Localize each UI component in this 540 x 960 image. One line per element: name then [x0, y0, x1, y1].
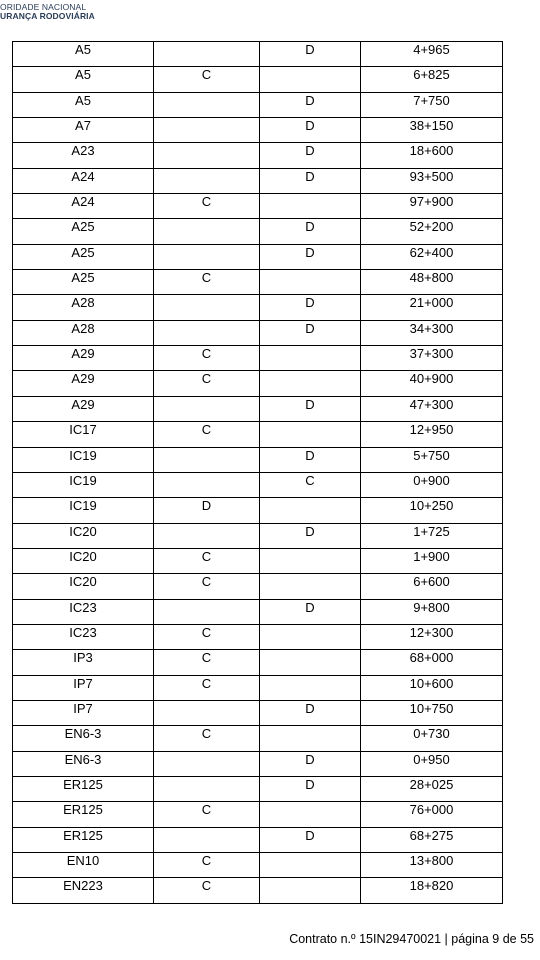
table-body	[13, 42, 503, 904]
km-cell: 68+000	[361, 650, 503, 675]
km-cell: 7+750	[361, 92, 503, 117]
km-cell: 1+900	[361, 548, 503, 573]
km-cell: 12+950	[361, 422, 503, 447]
side-c-cell: C	[154, 371, 260, 396]
side-c-cell: C	[154, 624, 260, 649]
road-cell: A29	[13, 396, 154, 421]
side-d-cell: D	[260, 776, 361, 801]
road-cell: A23	[13, 143, 154, 168]
side-d-cell	[260, 548, 361, 573]
km-cell: 10+750	[361, 700, 503, 725]
side-c-cell	[154, 92, 260, 117]
org-header	[0, 3, 95, 21]
road-cell: A25	[13, 270, 154, 295]
table-row	[13, 624, 503, 649]
road-cell: A25	[13, 219, 154, 244]
km-cell: 4+965	[361, 42, 503, 67]
road-cell: A5	[13, 42, 154, 67]
side-d-cell: D	[260, 599, 361, 624]
table-row	[13, 346, 503, 371]
road-cell: A28	[13, 320, 154, 345]
side-c-cell: C	[154, 675, 260, 700]
table-row	[13, 802, 503, 827]
side-c-cell	[154, 447, 260, 472]
table-row	[13, 853, 503, 878]
side-d-cell	[260, 675, 361, 700]
road-cell: A24	[13, 194, 154, 219]
table-row	[13, 650, 503, 675]
km-cell: 37+300	[361, 346, 503, 371]
road-cell: ER125	[13, 827, 154, 852]
km-cell: 6+600	[361, 574, 503, 599]
side-d-cell: D	[260, 219, 361, 244]
side-c-cell	[154, 295, 260, 320]
km-cell: 40+900	[361, 371, 503, 396]
table-row	[13, 472, 503, 497]
km-cell: 68+275	[361, 827, 503, 852]
table-row	[13, 168, 503, 193]
side-c-cell	[154, 219, 260, 244]
km-cell: 47+300	[361, 396, 503, 421]
side-d-cell	[260, 878, 361, 903]
road-cell: EN223	[13, 878, 154, 903]
side-c-cell	[154, 523, 260, 548]
side-d-cell	[260, 650, 361, 675]
road-cell: IP7	[13, 700, 154, 725]
side-d-cell: D	[260, 700, 361, 725]
road-cell: IC23	[13, 599, 154, 624]
table-row	[13, 295, 503, 320]
road-cell: IC23	[13, 624, 154, 649]
road-cell: IC20	[13, 523, 154, 548]
side-c-cell: C	[154, 422, 260, 447]
side-c-cell: C	[154, 878, 260, 903]
table-row	[13, 67, 503, 92]
side-d-cell: D	[260, 320, 361, 345]
table-row	[13, 270, 503, 295]
km-cell: 6+825	[361, 67, 503, 92]
km-cell: 13+800	[361, 853, 503, 878]
road-cell: EN6-3	[13, 751, 154, 776]
side-d-cell	[260, 270, 361, 295]
table-row	[13, 219, 503, 244]
side-d-cell: D	[260, 523, 361, 548]
table-row	[13, 827, 503, 852]
table-row	[13, 42, 503, 67]
table-row	[13, 776, 503, 801]
side-c-cell	[154, 168, 260, 193]
km-cell: 28+025	[361, 776, 503, 801]
side-d-cell: D	[260, 751, 361, 776]
table-row	[13, 498, 503, 523]
road-cell: A5	[13, 92, 154, 117]
km-cell: 21+000	[361, 295, 503, 320]
table-row	[13, 574, 503, 599]
km-cell: 0+730	[361, 726, 503, 751]
road-cell: IP3	[13, 650, 154, 675]
km-cell: 18+600	[361, 143, 503, 168]
side-c-cell	[154, 118, 260, 143]
side-d-cell: D	[260, 396, 361, 421]
side-c-cell: C	[154, 802, 260, 827]
km-cell: 18+820	[361, 878, 503, 903]
side-d-cell	[260, 422, 361, 447]
side-d-cell: C	[260, 472, 361, 497]
road-cell: A29	[13, 371, 154, 396]
road-cell: IC20	[13, 548, 154, 573]
table-row	[13, 422, 503, 447]
km-cell: 5+750	[361, 447, 503, 472]
km-cell: 48+800	[361, 270, 503, 295]
road-cell: ER125	[13, 802, 154, 827]
km-cell: 12+300	[361, 624, 503, 649]
side-d-cell: D	[260, 92, 361, 117]
road-cell: IC20	[13, 574, 154, 599]
table-row	[13, 92, 503, 117]
side-c-cell: D	[154, 498, 260, 523]
side-d-cell: D	[260, 143, 361, 168]
side-d-cell	[260, 346, 361, 371]
side-d-cell	[260, 67, 361, 92]
table-row	[13, 878, 503, 903]
km-cell: 9+800	[361, 599, 503, 624]
side-c-cell: C	[154, 270, 260, 295]
table-row	[13, 118, 503, 143]
side-c-cell: C	[154, 67, 260, 92]
side-c-cell	[154, 396, 260, 421]
side-d-cell: D	[260, 42, 361, 67]
table-row	[13, 523, 503, 548]
side-d-cell	[260, 802, 361, 827]
side-d-cell	[260, 498, 361, 523]
side-c-cell: C	[154, 346, 260, 371]
km-cell: 0+900	[361, 472, 503, 497]
road-cell: IC19	[13, 498, 154, 523]
side-c-cell	[154, 320, 260, 345]
km-cell: 34+300	[361, 320, 503, 345]
table-row	[13, 143, 503, 168]
road-cell: ER125	[13, 776, 154, 801]
side-c-cell: C	[154, 194, 260, 219]
km-cell: 62+400	[361, 244, 503, 269]
road-cell: IC19	[13, 472, 154, 497]
side-d-cell: D	[260, 827, 361, 852]
road-cell: A5	[13, 67, 154, 92]
side-c-cell: C	[154, 548, 260, 573]
side-d-cell	[260, 194, 361, 219]
table-row	[13, 726, 503, 751]
side-d-cell: D	[260, 118, 361, 143]
table-row	[13, 447, 503, 472]
road-cell: A25	[13, 244, 154, 269]
side-d-cell	[260, 574, 361, 599]
org-name-line2: URANÇA RODOVIÁRIA	[0, 11, 95, 21]
side-c-cell	[154, 776, 260, 801]
table-row	[13, 700, 503, 725]
road-cell: A29	[13, 346, 154, 371]
side-c-cell: C	[154, 650, 260, 675]
side-c-cell	[154, 472, 260, 497]
side-c-cell	[154, 700, 260, 725]
side-c-cell	[154, 42, 260, 67]
table-row	[13, 371, 503, 396]
table-row	[13, 548, 503, 573]
km-cell: 38+150	[361, 118, 503, 143]
road-location-table	[12, 41, 503, 904]
km-cell: 97+900	[361, 194, 503, 219]
km-cell: 0+950	[361, 751, 503, 776]
side-d-cell: D	[260, 447, 361, 472]
side-d-cell	[260, 371, 361, 396]
side-c-cell: C	[154, 726, 260, 751]
km-cell: 52+200	[361, 219, 503, 244]
org-name-line1: ORIDADE NACIONAL	[0, 2, 87, 12]
side-c-cell	[154, 143, 260, 168]
road-cell: IC17	[13, 422, 154, 447]
km-cell: 10+250	[361, 498, 503, 523]
road-cell: A28	[13, 295, 154, 320]
km-cell: 93+500	[361, 168, 503, 193]
table-row	[13, 194, 503, 219]
side-c-cell	[154, 827, 260, 852]
side-d-cell: D	[260, 244, 361, 269]
side-d-cell	[260, 853, 361, 878]
road-cell: EN10	[13, 853, 154, 878]
side-c-cell: C	[154, 853, 260, 878]
side-c-cell: C	[154, 574, 260, 599]
table-row	[13, 751, 503, 776]
km-cell: 10+600	[361, 675, 503, 700]
km-cell: 76+000	[361, 802, 503, 827]
side-d-cell: D	[260, 168, 361, 193]
table-row	[13, 599, 503, 624]
side-d-cell	[260, 726, 361, 751]
table-row	[13, 320, 503, 345]
side-c-cell	[154, 751, 260, 776]
road-cell: A7	[13, 118, 154, 143]
side-c-cell	[154, 244, 260, 269]
road-cell: A24	[13, 168, 154, 193]
side-d-cell: D	[260, 295, 361, 320]
table-row	[13, 396, 503, 421]
table-row	[13, 244, 503, 269]
side-d-cell	[260, 624, 361, 649]
side-c-cell	[154, 599, 260, 624]
road-cell: EN6-3	[13, 726, 154, 751]
table-row	[13, 675, 503, 700]
km-cell: 1+725	[361, 523, 503, 548]
road-cell: IC19	[13, 447, 154, 472]
page-footer: Contrato n.º 15IN29470021 | página 9 de 55	[289, 932, 534, 946]
road-cell: IP7	[13, 675, 154, 700]
